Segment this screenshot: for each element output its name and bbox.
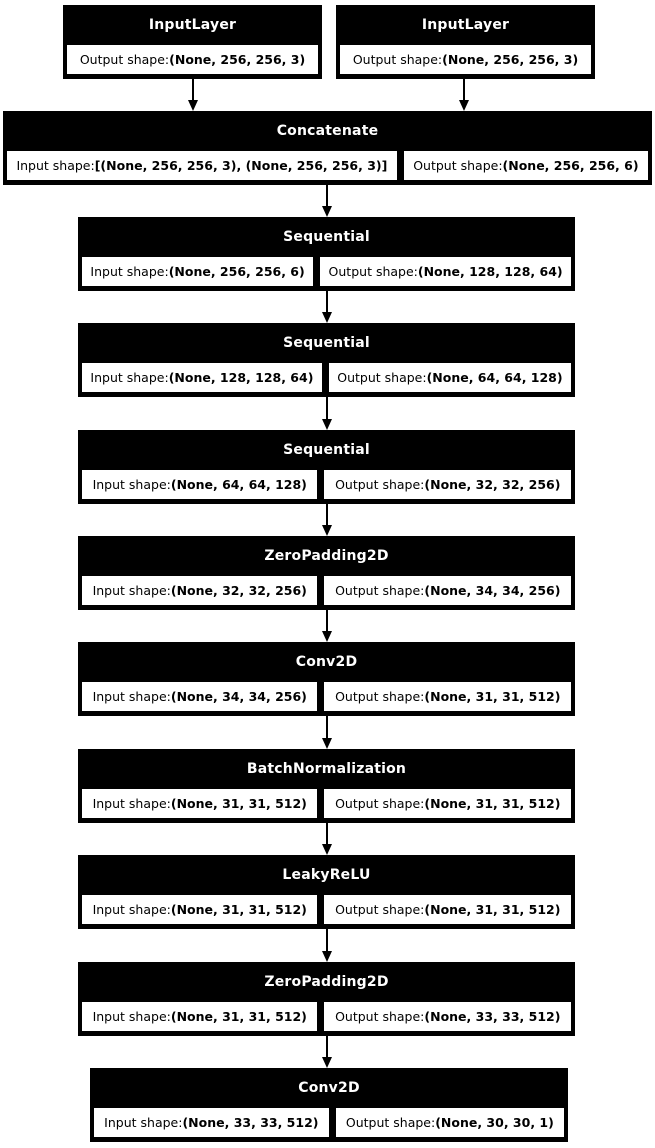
- edge-arrow-concatenate-to-sequential1: [321, 185, 333, 217]
- shape-value: (None, 31, 31, 512): [170, 1009, 307, 1024]
- shape-row: [78, 1002, 575, 1036]
- edge-arrow-zeropadding2-to-conv2: [321, 1036, 333, 1068]
- shape-value: (None, 31, 31, 512): [424, 902, 561, 917]
- node-zeropadding2d-1: [78, 536, 575, 610]
- edge-line: [326, 185, 328, 207]
- shape-row: [78, 363, 575, 397]
- node-sequential-3: [78, 430, 575, 504]
- layer-type-label: Sequential: [283, 442, 370, 458]
- shape-label: Output shape:: [79, 52, 170, 67]
- shape-value: (None, 256, 256, 6): [168, 264, 305, 279]
- shape-label: Output shape:: [328, 264, 418, 279]
- shape-value: (None, 31, 31, 512): [170, 796, 307, 811]
- shape-label: Input shape:: [92, 477, 171, 492]
- shape-value: (None, 256, 256, 3): [169, 52, 306, 67]
- input-shape-cell: [82, 1002, 317, 1031]
- output-shape-cell: [336, 1108, 564, 1137]
- edge-arrow-input1-to-concatenate: [187, 79, 199, 111]
- node-concatenate: [3, 111, 652, 185]
- shape-label: Output shape:: [335, 477, 425, 492]
- arrowhead-icon: [459, 100, 469, 111]
- output-shape-cell: [324, 682, 571, 711]
- input-shape-cell: [82, 257, 313, 286]
- edge-line: [326, 823, 328, 845]
- edge-arrow-batchnorm-to-leakyrelu: [321, 823, 333, 855]
- edge-line: [463, 79, 465, 101]
- output-shape-cell: [324, 789, 571, 818]
- arrowhead-icon: [188, 100, 198, 111]
- shape-label: Input shape:: [90, 264, 169, 279]
- node-leakyrelu: [78, 855, 575, 929]
- edge-line: [326, 291, 328, 313]
- input-shape-cell: [7, 151, 397, 180]
- output-shape-cell: [324, 895, 571, 924]
- shape-label: Output shape:: [335, 902, 425, 917]
- shape-label: Input shape:: [92, 583, 171, 598]
- shape-label: Output shape:: [335, 796, 425, 811]
- shape-row: [3, 151, 652, 185]
- shape-label: Output shape:: [335, 689, 425, 704]
- edge-line: [326, 397, 328, 420]
- arrowhead-icon: [322, 525, 332, 536]
- shape-row: [63, 45, 322, 79]
- input-shape-cell: [94, 1108, 329, 1137]
- output-shape-cell: [324, 470, 571, 499]
- edge-arrow-leakyrelu-to-zeropadding2: [321, 929, 333, 962]
- shape-label: Input shape:: [92, 689, 171, 704]
- arrowhead-icon: [322, 738, 332, 749]
- shape-value: (None, 33, 33, 512): [424, 1009, 561, 1024]
- shape-row: [78, 682, 575, 716]
- shape-label: Input shape:: [92, 1009, 171, 1024]
- shape-value: (None, 128, 128, 64): [417, 264, 563, 279]
- shape-value: (None, 256, 256, 6): [502, 158, 639, 173]
- output-shape-cell: [329, 363, 571, 392]
- input-shape-cell: [82, 576, 317, 605]
- shape-row: [336, 45, 595, 79]
- layer-type-label: LeakyReLU: [282, 867, 371, 883]
- shape-label: Output shape:: [352, 52, 443, 67]
- shape-value: (None, 33, 33, 512): [182, 1115, 319, 1130]
- shape-row: [78, 257, 575, 291]
- output-shape-cell: [324, 576, 571, 605]
- node-zeropadding2d-2: [78, 962, 575, 1036]
- shape-label: Output shape:: [335, 583, 425, 598]
- layer-type-label: Sequential: [283, 229, 370, 245]
- arrowhead-icon: [322, 844, 332, 855]
- edge-arrow-sequential1-to-sequential2: [321, 291, 333, 323]
- shape-value: (None, 34, 34, 256): [170, 689, 307, 704]
- shape-value: (None, 64, 64, 128): [426, 370, 563, 385]
- output-shape-cell: [320, 257, 571, 286]
- shape-label: Input shape:: [104, 1115, 183, 1130]
- edge-line: [192, 79, 194, 101]
- input-shape-cell: [82, 470, 317, 499]
- shape-row: [90, 1108, 568, 1142]
- edge-line: [326, 610, 328, 632]
- input-shape-cell: [82, 895, 317, 924]
- output-shape-cell: [324, 1002, 571, 1031]
- shape-label: Input shape:: [16, 158, 95, 173]
- input-shape-cell: [82, 682, 317, 711]
- shape-label: Input shape:: [92, 796, 171, 811]
- edge-arrow-sequential2-to-sequential3: [321, 397, 333, 430]
- edge-line: [326, 1036, 328, 1058]
- arrowhead-icon: [322, 631, 332, 642]
- shape-label: Input shape:: [90, 370, 169, 385]
- shape-row: [78, 895, 575, 929]
- node-sequential-2: [78, 323, 575, 397]
- input-shape-cell: [82, 789, 317, 818]
- shape-value: (None, 32, 32, 256): [424, 477, 561, 492]
- node-conv2d-1: [78, 642, 575, 716]
- arrowhead-icon: [322, 1057, 332, 1068]
- edge-arrow-input2-to-concatenate: [458, 79, 470, 111]
- shape-value: [(None, 256, 256, 3), (None, 256, 256, 3)]: [94, 158, 388, 173]
- node-inputlayer-1: [63, 5, 322, 79]
- arrowhead-icon: [322, 419, 332, 430]
- layer-type-label: Concatenate: [276, 123, 379, 139]
- shape-value: (None, 128, 128, 64): [168, 370, 314, 385]
- layer-type-label: ZeroPadding2D: [264, 548, 389, 564]
- shape-value: (None, 256, 256, 3): [442, 52, 579, 67]
- edge-arrow-conv1-to-batchnorm: [321, 716, 333, 749]
- output-shape-cell: [67, 45, 318, 74]
- layer-type-label: Conv2D: [298, 1080, 360, 1096]
- shape-value: (None, 32, 32, 256): [170, 583, 307, 598]
- edge-arrow-zeropadding1-to-conv1: [321, 610, 333, 642]
- output-shape-cell: [404, 151, 648, 180]
- edge-line: [326, 929, 328, 952]
- shape-value: (None, 31, 31, 512): [424, 796, 561, 811]
- edge-line: [326, 716, 328, 739]
- layer-type-label: Conv2D: [295, 654, 358, 670]
- shape-label: Input shape:: [92, 902, 171, 917]
- arrowhead-icon: [322, 206, 332, 217]
- layer-type-label: InputLayer: [148, 17, 237, 33]
- shape-value: (None, 31, 31, 512): [424, 689, 561, 704]
- edge-line: [326, 504, 328, 526]
- shape-value: (None, 30, 30, 1): [435, 1115, 554, 1130]
- layer-type-label: ZeroPadding2D: [264, 974, 389, 990]
- input-shape-cell: [82, 363, 322, 392]
- arrowhead-icon: [322, 312, 332, 323]
- shape-row: [78, 470, 575, 504]
- shape-value: (None, 34, 34, 256): [424, 583, 561, 598]
- shape-value: (None, 64, 64, 128): [170, 477, 307, 492]
- node-batchnormalization: [78, 749, 575, 823]
- shape-row: [78, 576, 575, 610]
- edge-arrow-sequential3-to-zeropadding1: [321, 504, 333, 536]
- node-conv2d-2: [90, 1068, 568, 1142]
- shape-label: Output shape:: [345, 1115, 436, 1130]
- node-inputlayer-2: [336, 5, 595, 79]
- node-sequential-1: [78, 217, 575, 291]
- arrowhead-icon: [322, 951, 332, 962]
- layer-type-label: Sequential: [283, 335, 370, 351]
- layer-type-label: InputLayer: [421, 17, 510, 33]
- shape-label: Output shape:: [337, 370, 427, 385]
- shape-label: Output shape:: [413, 158, 503, 173]
- shape-value: (None, 31, 31, 512): [170, 902, 307, 917]
- shape-label: Output shape:: [335, 1009, 425, 1024]
- layer-type-label: BatchNormalization: [246, 761, 407, 777]
- shape-row: [78, 789, 575, 823]
- output-shape-cell: [340, 45, 591, 74]
